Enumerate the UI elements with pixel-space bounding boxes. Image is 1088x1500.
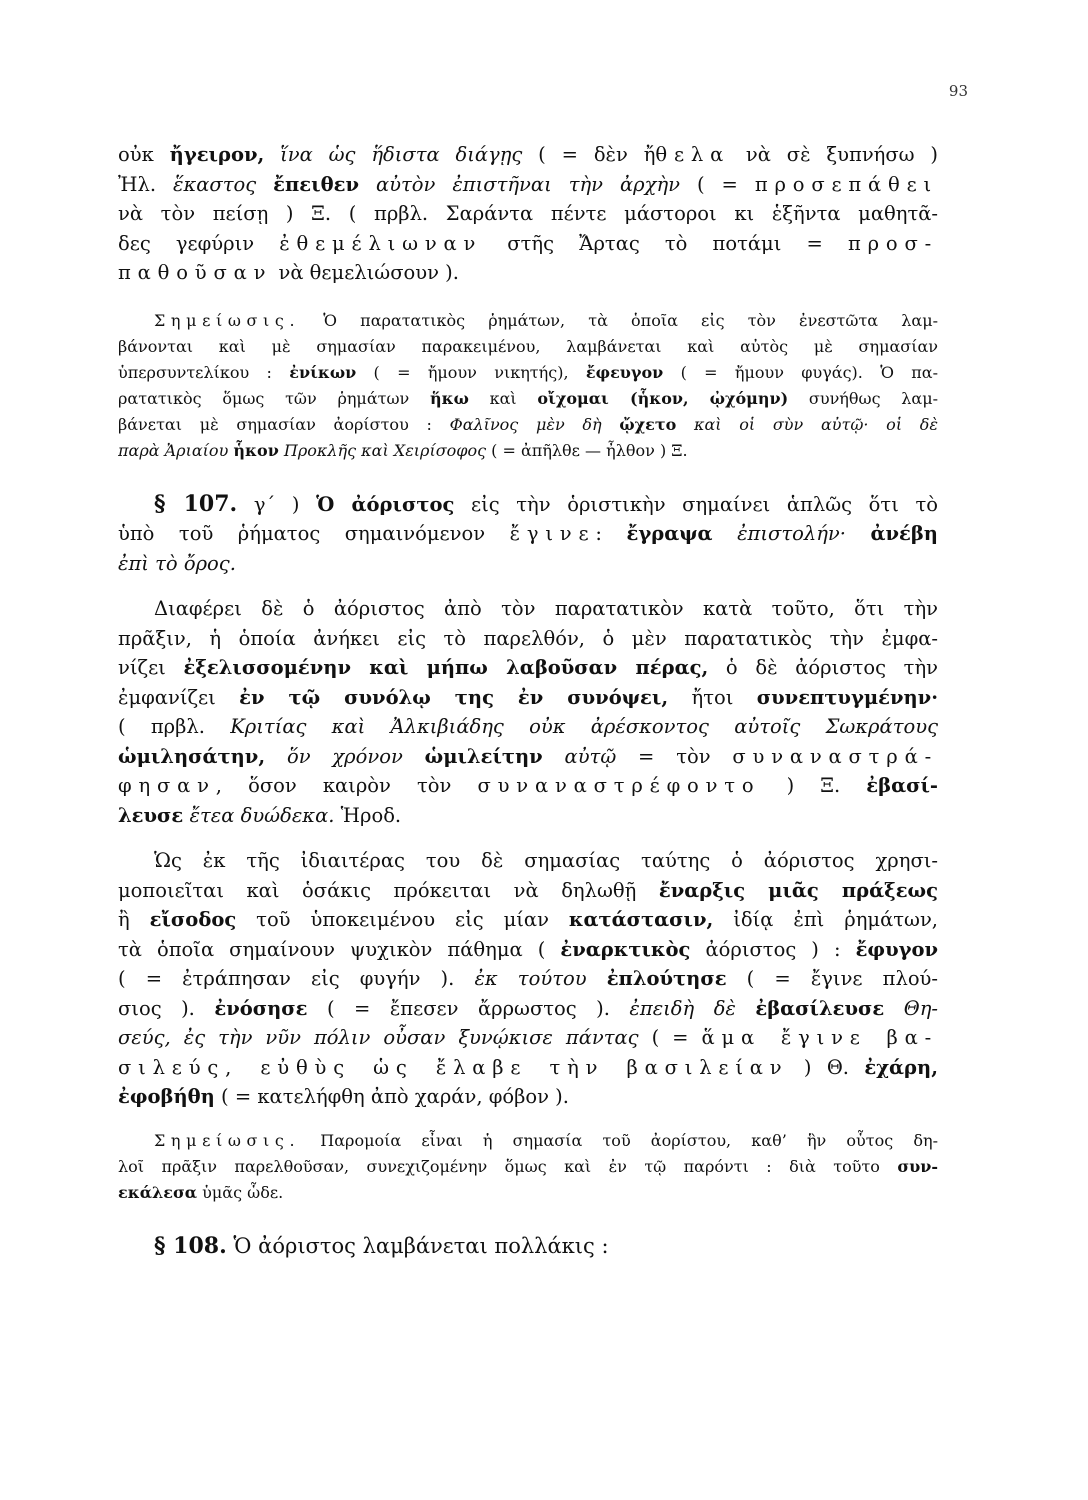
text-line: δες γεφύριν ἐθεμέλιωναν στῆς Ἄρτας τὸ ποτάμι = προσ- <box>118 231 938 255</box>
text-line: Σημείωσις. Ὁ παρατατικὸς ῥημάτων, τὰ ὁποῖα εἰς τὸν ἐνεστῶτα λαμ- <box>154 310 938 330</box>
text-line: Ἠλ. ἕκαστος ἔπειθεν αὐτὸν ἐπιστῆναι τὴν ἀρχὴν ( = προσεπάθει <box>118 172 938 196</box>
text-line: ἐμφανίζει ἐν τῷ συνόλῳ της ἐν συνόψει, ἤτοι συνεπτυγμένην· <box>118 685 938 709</box>
text-line: λοῖ πρᾶξιν παρελθοῦσαν, συνεχιζομένην ὅμως καὶ ἐν τῷ παρόντι : διὰ τοῦτο συν- <box>118 1156 938 1176</box>
page-number: 93 <box>948 82 968 100</box>
text-line: Σημείωσις. Παρομοία εἶναι ἡ σημασία τοῦ ἀορίστου, καθ’ ἣν οὗτος δη- <box>154 1130 938 1150</box>
text-line: ρατατικὸς ὅμως τῶν ῥημάτων ἥκω καὶ οἴχομαι (ἧκον, ᾠχόμην) συνήθως λαμ- <box>118 388 938 408</box>
section-108 <box>118 1232 938 1262</box>
text-line: παρὰ Ἀριαίου ἧκον Προκλῆς καὶ Χειρίσοφος ( = ἀπῆλθε — ἦλθον ) Ξ. <box>118 440 688 460</box>
text-line: νίζει ἐξελισσομένην καὶ μήπω λαβοῦσαν πέρας, ὁ δὲ ἀόριστος τὴν <box>118 656 938 679</box>
text-line: ὑπερσυντελίκου : ἐνίκων ( = ἤμουν νικητής), ἔφευγον ( = ἤμουν φυγάς). Ὁ πα- <box>118 362 938 382</box>
text-line: Ὡς ἐκ τῆς ἰδιαιτέρας του δὲ σημασίας ταύτης ὁ ἀόριστος χρησι- <box>154 849 938 872</box>
text-line: ( πρβλ. Κριτίας καὶ Ἀλκιβιάδης οὐκ ἀρέσκοντος αὐτοῖς Σωκράτους <box>118 715 938 738</box>
text-line: πρᾶξιν, ἡ ὁποία ἀνήκει εἰς τὸ παρελθόν, ὁ μὲν παρατατικὸς τὴν ἐμφα- <box>118 626 938 650</box>
text-line: ἢ εἴσοδος τοῦ ὑποκειμένου εἰς μίαν κατάστασιν, ἰδίᾳ ἐπὶ ῥημάτων, <box>118 908 938 931</box>
text-line: φησαν, ὅσον καιρὸν τὸν συναναστρέφοντο ) Ξ. ἐβασί- <box>118 774 938 797</box>
text-line: μοποιεῖται καὶ ὁσάκις πρόκειται νὰ δηλωθῇ ἔναρξις μιᾶς πράξεως <box>118 878 938 902</box>
text-line: βάνονται καὶ μὲ σημασίαν παρακειμένου, λαμβάνεται καὶ αὐτὸς μὲ σημασίαν <box>118 336 938 356</box>
text-line: ( = ἐτράπησαν εἰς φυγήν ). ἐκ τούτου ἐπλούτησε ( = ἔγινε πλού- <box>118 967 938 990</box>
text-line: παθοῦσαν νὰ θεμελιώσουν ). <box>118 261 459 284</box>
text-line: οὐκ ἤγειρον, ἵνα ὡς ἥδιστα διάγῃς ( = δὲν ἤθελα νὰ σὲ ξυπνήσω ) <box>118 143 938 166</box>
text-line: ἐφοβήθη ( = κατελήφθη ἀπὸ χαράν, φόβον ). <box>118 1085 569 1108</box>
text-line: βάνεται μὲ σημασίαν ἀορίστου : Φαλῖνος μὲν δὴ ᾤχετο καὶ οἱ σὺν αὐτῷ· οἱ δὲ <box>118 414 938 434</box>
text-line: σιλεύς, εὐθὺς ὡς ἔλαβε τὴν βασιλείαν ) Θ. ἐχάρη, <box>118 1055 938 1079</box>
text-line: νὰ τὸν πείσῃ ) Ξ. ( πρβλ. Σαράντα πέντε μάστοροι κι ἑξῆντα μαθητᾶ- <box>118 202 938 225</box>
text-line: σεύς, ἐς τὴν νῦν πόλιν οὖσαν ξυνῴκισε πάντας ( = ἅμα ἔγινε βα- <box>118 1026 938 1049</box>
section-107 <box>118 490 938 579</box>
paragraph-examples-imperfect <box>118 140 938 288</box>
text-line: Διαφέρει δὲ ὁ ἀόριστος ἀπὸ τὸν παρατατικὸν κατὰ τοῦτο, ὅτι τὴν <box>154 597 938 620</box>
text-line: ὡμιλησάτην, ὅν χρόνον ὡμιλείτην αὐτῷ = τὸν συναναστρά- <box>118 744 938 768</box>
text-line: λευσε ἔτεα δυώδεκα. Ἡροδ. <box>118 803 402 827</box>
text-line: ἐπὶ τὸ ὄρος. <box>118 551 236 575</box>
page-body <box>118 140 938 1261</box>
text-line: εκάλεσα ὑμᾶς ὧδε. <box>118 1182 284 1202</box>
text-line: ὑπὸ τοῦ ῥήματος σημαινόμενον ἔγινε: ἔγραψα ἐπιστολήν· ἀνέβη <box>118 522 938 545</box>
section-heading-line: § 107. γ΄ ) Ὁ ἀόριστος εἰς τὴν ὁριστικὴν σημαίνει ἁπλῶς ὅτι τὸ <box>154 490 938 517</box>
paragraph-inceptive-aorist <box>118 846 938 1112</box>
note-imperfect <box>118 308 938 464</box>
note-aorist-present <box>118 1128 938 1206</box>
section-heading-line: § 108. Ὁ ἀόριστος λαμβάνεται πολλάκις : <box>154 1232 609 1259</box>
paragraph-aorist-vs-imperfect <box>118 594 938 830</box>
text-line: σιος ). ἐνόσησε ( = ἔπεσεν ἄρρωστος ). ἐπειδὴ δὲ ἐβασίλευσε Θη- <box>118 996 938 1020</box>
text-line: τὰ ὁποῖα σημαίνουν ψυχικὸν πάθημα ( ἐναρκτικὸς ἀόριστος ) : ἔφυγον <box>118 937 938 961</box>
